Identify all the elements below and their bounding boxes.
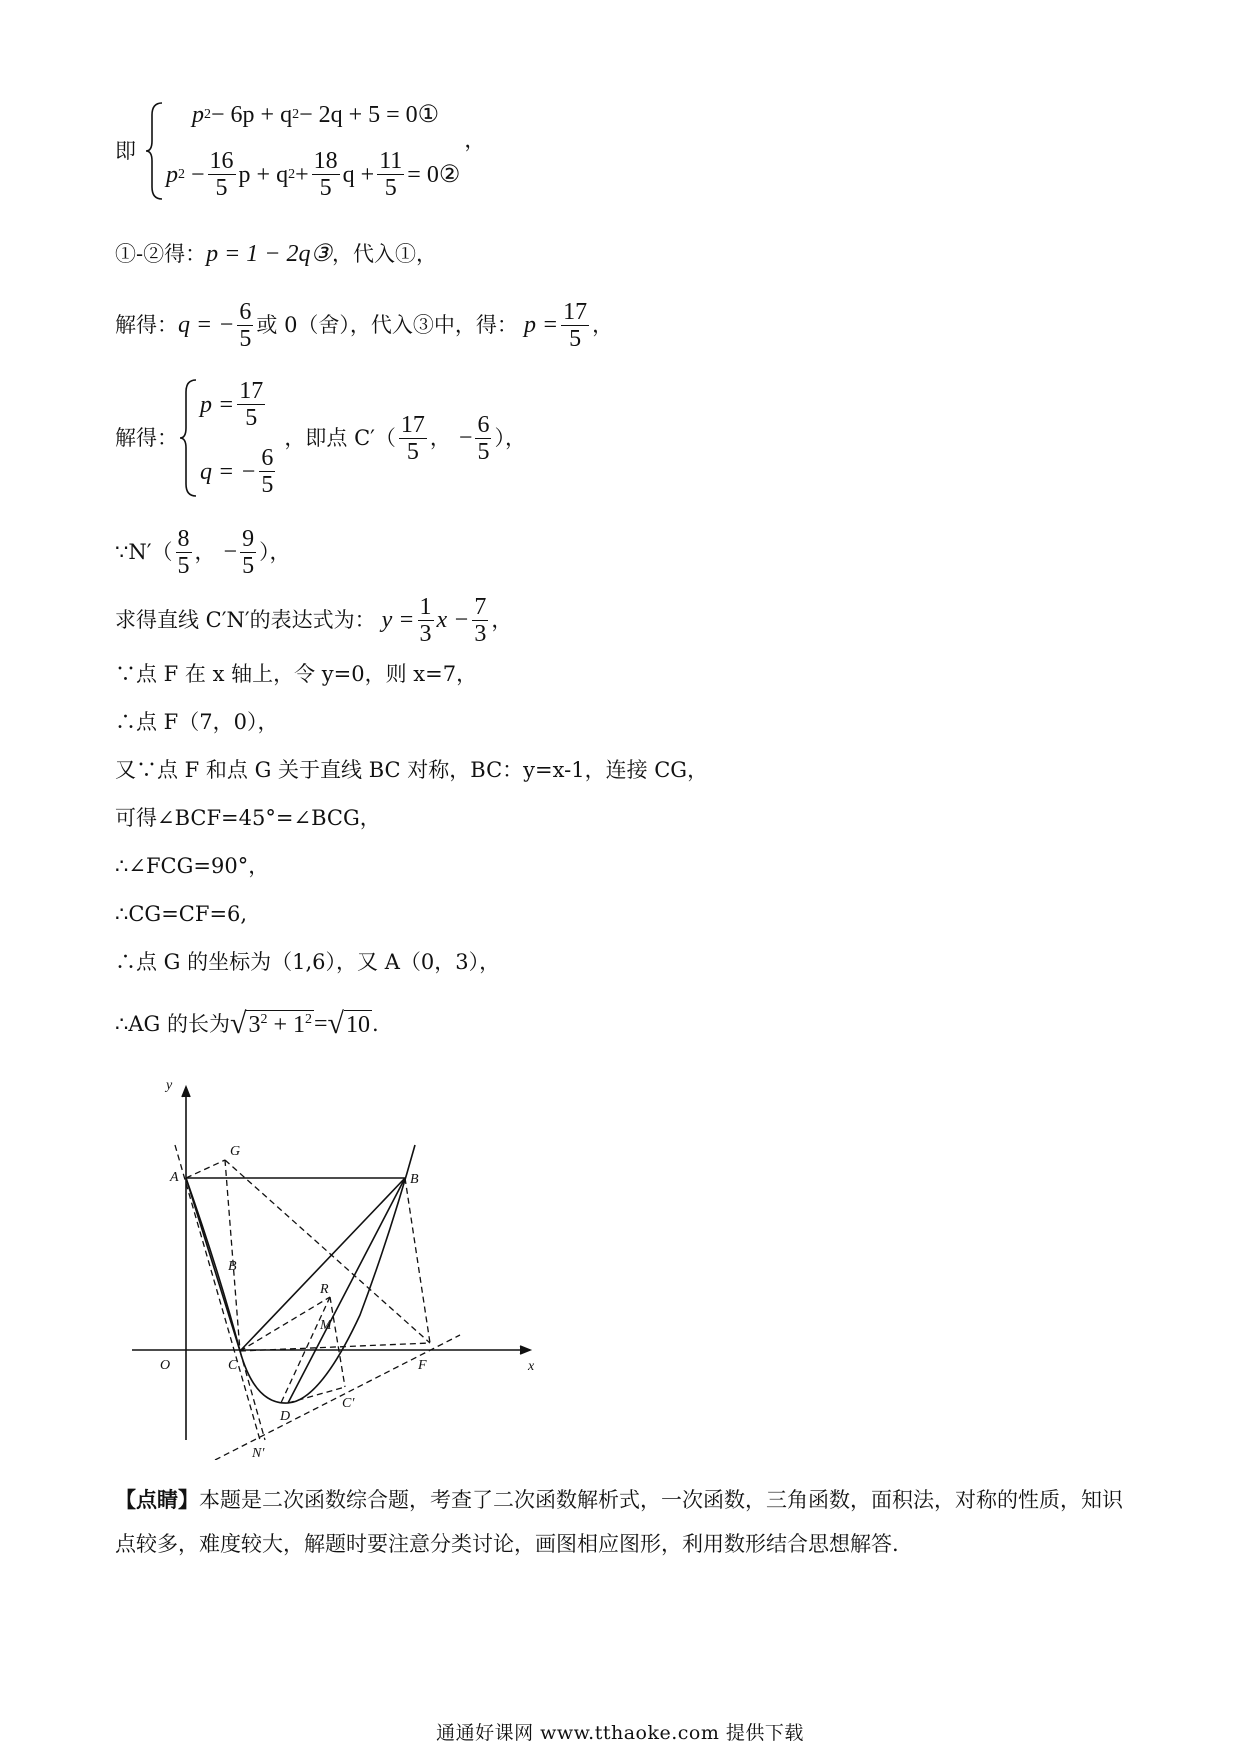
text-line: ∵点 F 在 x 轴上，令 y=0，则 x=7， (115, 662, 478, 686)
label-d: D (280, 1409, 291, 1424)
q-equals-2: q = − (200, 458, 257, 485)
fraction-7-3: $\frac{7}{3}$ (474, 593, 487, 647)
dashed-ag (186, 1160, 225, 1178)
label-r: R (320, 1282, 329, 1297)
dashed-bf (405, 1178, 430, 1343)
label-g: G (230, 1144, 241, 1159)
sqrt-ten: √ 10 (327, 1006, 371, 1040)
footer-watermark: 通通好课网 www.tthaoke.com 提供下载 (436, 1722, 804, 1744)
line-expr-prefix: 求得直线 C′N′的表达式为： (115, 608, 376, 632)
dashed-c-prime-n-prime (215, 1335, 460, 1460)
point-c-prime-text: ，即点 C′（ (284, 426, 396, 450)
fraction-9-5: $\frac{9}{5}$ (242, 525, 255, 579)
segment-bd (288, 1178, 405, 1403)
label-a: A (170, 1170, 179, 1185)
q-equals: q = − (178, 312, 235, 338)
label-b: B (410, 1172, 419, 1187)
line-expression: 求得直线 C′N′的表达式为： y = $\frac{1}{3}$ x − $\frac{7}{3}$ ， (115, 593, 513, 647)
text-line: ∴∠FCG=90°， (115, 854, 270, 878)
fraction-11-5: $\frac{11}{5}$ (379, 148, 403, 201)
label-n-prime: N′ (252, 1446, 265, 1460)
suffix-comma: ， (464, 128, 486, 152)
eq1-end: − 2q + 5 = 0① (299, 102, 440, 128)
fraction-1-3: $\frac{1}{3}$ (419, 593, 432, 647)
x-axis-arrow-icon (520, 1346, 530, 1354)
step-tail: ，代入①， (332, 242, 438, 266)
comment-paragraph (115, 1478, 1130, 1566)
dashed-rd (280, 1297, 330, 1405)
label-m: M (320, 1318, 332, 1333)
text-line: ∴点 G 的坐标为（1,6），又 A（0，3）， (115, 950, 501, 974)
label-x: x (528, 1359, 535, 1374)
sqrt-expression: √ $3^2 + 1^2$ (229, 1006, 312, 1040)
label-f: F (418, 1358, 427, 1373)
comment-text: 本题是二次函数综合题，考查了二次函数解析式，一次函数，三角函数，面积法，对称的性质，知识点较多，难度较大，解题时要注意分类讨论，画图相应图形，利用数形结合思想解答. (115, 1488, 1123, 1556)
equation-row-1: p 2 − 6p + q 2 − 2q + 5 = 0① (192, 102, 440, 128)
radical-icon: √ (229, 1006, 247, 1040)
eq1-part: − 6p + q (211, 102, 293, 128)
solve-q: 解得： q = − $\frac{6}{5}$ 或 0（舍），代入③中，得： p = $\frac{17}{5}$ ， (115, 298, 614, 352)
radical-icon: √ (327, 1006, 345, 1040)
y-axis-arrow-icon (182, 1087, 190, 1097)
label-c: C (228, 1358, 238, 1373)
left-brace-icon (178, 378, 200, 498)
dashed-cd (240, 1351, 265, 1440)
point-n-prime: ∵N′（ $\frac{8}{5}$ ， − $\frac{9}{5}$ ）， (115, 525, 291, 579)
fraction-16-5: $\frac{16}{5}$ (209, 148, 234, 201)
fraction-17-5: $\frac{17}{5}$ (563, 298, 588, 352)
dashed-rc-prime (330, 1297, 345, 1387)
equation-system-1 (115, 96, 485, 206)
fraction-17-5: $\frac{17}{5}$ (400, 411, 425, 465)
p-equals-2: p = (200, 391, 235, 418)
text-line: 可得∠BCF=45°=∠BCG， (115, 806, 381, 830)
step-subtract (115, 240, 437, 268)
eq2-part: p + q (238, 161, 289, 188)
label-b2: B (228, 1259, 237, 1274)
fraction-6-5: $\frac{6}{5}$ (477, 411, 490, 465)
ag-length: ∴AG 的长为 √ $3^2 + 1^2$ = √ 10 . (115, 1006, 379, 1040)
solve-prefix: 解得： (115, 313, 178, 337)
label-o: O (160, 1358, 171, 1373)
fraction-6-5: $\frac{6}{5}$ (239, 298, 252, 352)
dashed-an-prime (175, 1145, 260, 1440)
fraction-6-5: $\frac{6}{5}$ (261, 445, 274, 498)
solution-system: 解得： p = $\frac{17}{5}$ q = − $\frac{6}{5}$ ，即点 C′（ $\frac{17}{5}$ ， − $\frac{6}{5}$ ）， (115, 378, 526, 498)
p-expression: p = 1 − 2q③ (206, 241, 333, 267)
brace-system-2 (178, 378, 278, 498)
prefix-ji: 即 (115, 139, 136, 163)
step-text: ①-②得： (115, 242, 207, 266)
text-line: ∴CG=CF=6, (115, 902, 248, 926)
comment-tag: 【点睛】 (115, 1487, 199, 1512)
dashed-cr (240, 1297, 330, 1351)
geometry-figure (120, 1075, 540, 1460)
equation-row-2: p 2 − $\frac{16}{5}$ p + q 2 + $\frac{18}{5}$ q + $\frac{11}{5}$ = 0② (166, 148, 461, 201)
fraction-18-5: $\frac{18}{5}$ (313, 148, 338, 201)
n-prime-prefix: ∵N′（ (115, 540, 173, 564)
label-y: y (166, 1078, 173, 1093)
text-line: ∴点 F（7，0）， (115, 710, 279, 734)
left-brace-icon (144, 101, 166, 201)
fraction-17-5: $\frac{17}{5}$ (239, 378, 264, 431)
label-c-prime: C′ (342, 1396, 355, 1411)
fraction-8-5: $\frac{8}{5}$ (177, 525, 190, 579)
solve-mid: 或 0（舍），代入③中，得： (256, 313, 518, 337)
text-line: 又∵点 F 和点 G 关于直线 BC 对称，BC：y=x-1，连接 CG， (115, 758, 709, 782)
brace-system (144, 101, 460, 201)
solve-prefix-2: 解得： (115, 426, 178, 450)
system-rows (166, 101, 460, 201)
p-equals: p = (523, 312, 559, 338)
parabola-curve (186, 1145, 415, 1403)
